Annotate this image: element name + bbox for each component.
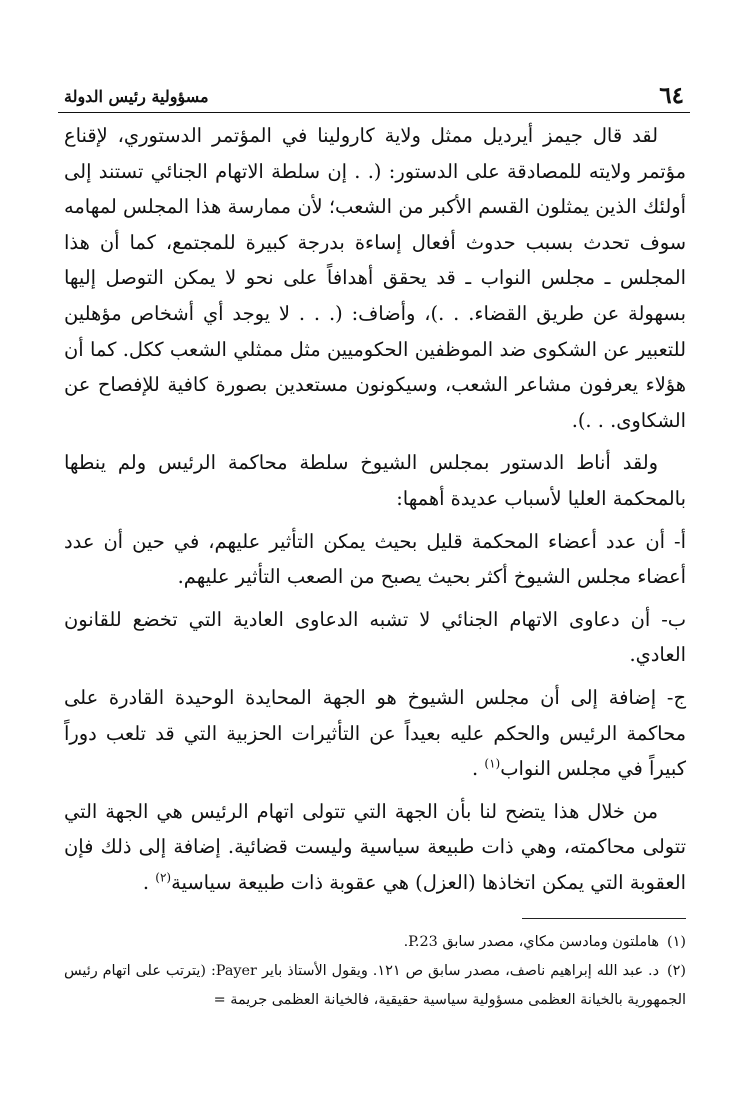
page-number: ٦٤ — [659, 82, 684, 109]
footnote-separator — [522, 918, 686, 919]
footnote-2-mark: (٢) — [667, 963, 686, 979]
footnote-reference-2: (٢) — [155, 870, 172, 885]
list-item-c-text: ج- إضافة إلى أن مجلس الشيوخ هو الجهة المحايدة الوحيدة القادرة على محاكمة الرئيس والحكم عليه بعيداً عن التأثيرات الحزبية التي قد تلعب دوراً كبيراً في مجلس النواب — [64, 685, 686, 781]
list-item-a: أ- أن عدد أعضاء المحكمة قليل بحيث يمكن التأثير عليهم، في حين أن عدد أعضاء مجلس الشيوخ أكثر بحيث يصبح من الصعب التأثير عليهم. — [64, 529, 686, 589]
footnote-reference-1: (١) — [484, 756, 501, 771]
paragraph-conclusion-text: من خلال هذا يتضح لنا بأن الجهة التي تتولى اتهام الرئيس هي الجهة التي تتولى محاكمته، وهي ذات طبيعة سياسية وليست قضائية. إضافة إلى ذلك فإن العقوبة التي يمكن اتخاذها (العزل) هي عقوبة ذات طبيعة سياسية — [64, 799, 686, 894]
list-item-c — [64, 680, 686, 787]
list-item-b: ب- أن دعاوى الاتهام الجنائي لا تشبه الدعاوى العادية التي تخضع للقانون العادي. — [64, 607, 686, 667]
paragraph-iredell-quote: لقد قال جيمز أيرديل ممثل ولاية كارولينا في المؤتمر الدستوري، لإقناع مؤتمر ولايته للمصادقة على الدستور: (. . إن سلطة الاتهام الجنائي تستند إلى أولئك الذين يمثلون القسم الأكبر من الشعب؛ لأن ممارسة هذا المجلس لمهامه سوف تحدث بسبب حدوث أفعال إساءة بدرجة كبيرة للمجتمع، كما أن هذا المجلس ـ مجلس النواب ـ قد يحقق أهدافاً على نحو لا يمكن التوصل إليها بسهولة عن طريق القضاء. . .)، وأضاف: (. . . لا يوجد أي أشخاص مؤهلين للتعبير عن الشكوى ضد الموظفين الحكوميين مثل ممثلي الشعب ككل. كما أن هؤلاء يعرفون مشاعر الشعب، وسيكونون مستعدين بصورة كافية للإفصاح عن الشكاوى. . .). — [64, 124, 686, 432]
paragraph-senate-authority: ولقد أناط الدستور بمجلس الشيوخ سلطة محاكمة الرئيس ولم ينطها بالمحكمة العليا لأسباب عديدة أهمها: — [64, 451, 686, 510]
paragraph-conclusion-period: . — [142, 870, 150, 894]
running-header — [58, 80, 690, 113]
paragraph-conclusion — [64, 794, 686, 901]
book-title: مسؤولية رئيس الدولة — [64, 87, 209, 106]
list-item-c-period: . — [472, 757, 479, 781]
footnote-1 — [64, 928, 686, 957]
footnote-2-text: د. عبد الله إبراهيم ناصف، مصدر سابق ص ١٢١. ويقول الأستاذ باير Payer: (يترتب على اتهام رئيس الجمهورية بالخيانة العظمى مسؤولية سياسية حقيقية، فالخيانة العظمى جريمة = — [64, 963, 686, 1008]
footnote-1-mark: (١) — [667, 934, 686, 950]
footnote-1-text: هاملتون ومادسن مكاي، مصدر سابق P.23. — [403, 934, 660, 950]
main-text — [64, 118, 686, 907]
footnote-2 — [64, 957, 686, 1015]
footnotes — [64, 928, 686, 1015]
